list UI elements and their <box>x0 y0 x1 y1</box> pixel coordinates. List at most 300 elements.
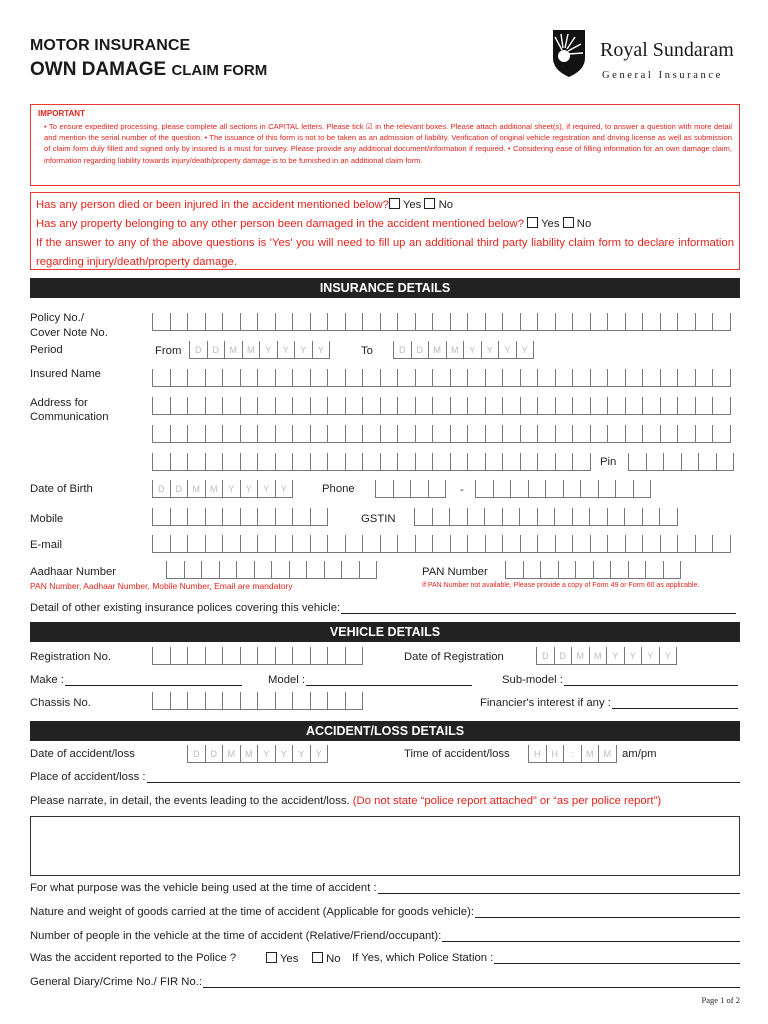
char-box[interactable] <box>241 313 259 330</box>
char-box[interactable] <box>188 535 206 552</box>
property-no-checkbox[interactable] <box>563 217 574 228</box>
char-box[interactable] <box>626 535 644 552</box>
char-box[interactable] <box>634 480 652 497</box>
char-box[interactable] <box>185 561 203 578</box>
char-box[interactable] <box>171 647 189 664</box>
char-box[interactable] <box>206 453 224 470</box>
char-box[interactable] <box>206 313 224 330</box>
char-box[interactable] <box>398 425 416 442</box>
char-box[interactable]: Y <box>295 341 313 358</box>
char-box[interactable] <box>381 313 399 330</box>
pin-field[interactable] <box>628 453 734 471</box>
char-box[interactable] <box>696 369 714 386</box>
char-box[interactable] <box>643 369 661 386</box>
char-box[interactable] <box>451 453 469 470</box>
char-box[interactable]: Y <box>625 647 643 664</box>
char-box[interactable]: Y <box>517 341 535 358</box>
char-box[interactable] <box>556 453 574 470</box>
char-box[interactable] <box>381 425 399 442</box>
char-box[interactable] <box>258 692 276 709</box>
char-box[interactable] <box>678 535 696 552</box>
char-box[interactable] <box>468 453 486 470</box>
char-box[interactable] <box>521 397 539 414</box>
char-box[interactable] <box>188 453 206 470</box>
char-box[interactable] <box>171 369 189 386</box>
char-box[interactable] <box>556 369 574 386</box>
char-box[interactable]: D <box>394 341 412 358</box>
char-box[interactable] <box>661 535 679 552</box>
char-box[interactable] <box>476 480 494 497</box>
char-box[interactable] <box>626 397 644 414</box>
address-line3-field[interactable] <box>152 453 591 471</box>
char-box[interactable] <box>626 425 644 442</box>
accident-date-field[interactable] <box>187 745 328 763</box>
char-box[interactable] <box>311 425 329 442</box>
char-box[interactable] <box>276 425 294 442</box>
char-box[interactable] <box>608 535 626 552</box>
char-box[interactable] <box>363 313 381 330</box>
char-box[interactable] <box>643 425 661 442</box>
char-box[interactable] <box>328 313 346 330</box>
phone-std-field[interactable] <box>375 480 446 498</box>
char-box[interactable] <box>503 313 521 330</box>
char-box[interactable] <box>573 313 591 330</box>
char-box[interactable] <box>311 535 329 552</box>
char-box[interactable] <box>255 561 273 578</box>
char-box[interactable] <box>713 313 731 330</box>
email-field[interactable] <box>152 535 731 553</box>
char-box[interactable] <box>328 397 346 414</box>
property-yes-checkbox[interactable] <box>527 217 538 228</box>
char-box[interactable] <box>429 480 447 497</box>
char-box[interactable] <box>503 453 521 470</box>
char-box[interactable] <box>591 535 609 552</box>
char-box[interactable] <box>661 313 679 330</box>
char-box[interactable] <box>591 397 609 414</box>
char-box[interactable] <box>538 369 556 386</box>
char-box[interactable] <box>451 369 469 386</box>
char-box[interactable] <box>328 535 346 552</box>
goods-carried-field[interactable]: Nature and weight of goods carried at the time of accident (Applicable for goods vehicle): <box>30 906 740 918</box>
char-box[interactable] <box>398 535 416 552</box>
char-box[interactable] <box>258 313 276 330</box>
char-box[interactable] <box>521 369 539 386</box>
char-box[interactable] <box>290 561 308 578</box>
financier-field[interactable]: Financier's interest if any : <box>480 697 738 709</box>
char-box[interactable] <box>661 397 679 414</box>
accident-place-field[interactable]: Place of accident/loss : <box>30 771 740 783</box>
char-box[interactable]: D <box>153 480 171 497</box>
char-box[interactable]: D <box>208 341 226 358</box>
char-box[interactable] <box>646 561 664 578</box>
char-box[interactable] <box>325 561 343 578</box>
char-box[interactable] <box>188 692 206 709</box>
char-box[interactable] <box>241 508 259 525</box>
char-box[interactable] <box>485 508 503 525</box>
police-yes-checkbox[interactable] <box>266 952 277 963</box>
char-box[interactable] <box>171 453 189 470</box>
char-box[interactable] <box>411 480 429 497</box>
char-box[interactable] <box>538 535 556 552</box>
char-box[interactable]: D <box>206 745 224 762</box>
char-box[interactable] <box>153 692 171 709</box>
char-box[interactable] <box>363 425 381 442</box>
char-box[interactable]: Y <box>241 480 259 497</box>
char-box[interactable] <box>223 369 241 386</box>
char-box[interactable]: Y <box>260 341 278 358</box>
char-box[interactable] <box>272 561 290 578</box>
char-box[interactable] <box>311 313 329 330</box>
char-box[interactable] <box>223 692 241 709</box>
char-box[interactable] <box>608 369 626 386</box>
char-box[interactable] <box>276 692 294 709</box>
char-box[interactable] <box>626 313 644 330</box>
char-box[interactable] <box>451 535 469 552</box>
char-box[interactable] <box>599 480 617 497</box>
char-box[interactable] <box>153 535 171 552</box>
char-box[interactable] <box>564 480 582 497</box>
char-box[interactable] <box>202 561 220 578</box>
narration-textarea[interactable] <box>30 816 740 876</box>
char-box[interactable] <box>293 535 311 552</box>
char-box[interactable] <box>433 453 451 470</box>
make-field[interactable]: Make : <box>30 674 242 686</box>
char-box[interactable] <box>171 425 189 442</box>
char-box[interactable] <box>573 453 591 470</box>
char-box[interactable] <box>311 453 329 470</box>
char-box[interactable] <box>276 508 294 525</box>
char-box[interactable] <box>503 369 521 386</box>
dob-field[interactable] <box>152 480 293 498</box>
char-box[interactable]: D <box>555 647 573 664</box>
char-box[interactable]: M <box>206 480 224 497</box>
char-box[interactable] <box>346 647 364 664</box>
char-box[interactable] <box>647 453 665 470</box>
char-box[interactable] <box>220 561 238 578</box>
char-box[interactable] <box>486 397 504 414</box>
char-box[interactable] <box>153 397 171 414</box>
insured-name-field[interactable] <box>152 369 731 387</box>
char-box[interactable] <box>171 313 189 330</box>
char-box[interactable] <box>629 561 647 578</box>
char-box[interactable] <box>556 397 574 414</box>
fir-number-field[interactable]: General Diary/Crime No./ FIR No.: <box>30 976 740 988</box>
char-box[interactable]: Y <box>293 745 311 762</box>
char-box[interactable]: M <box>572 647 590 664</box>
aadhaar-field[interactable] <box>166 561 377 579</box>
char-box[interactable] <box>223 397 241 414</box>
char-box[interactable] <box>346 692 364 709</box>
char-box[interactable] <box>494 480 512 497</box>
char-box[interactable] <box>524 561 542 578</box>
char-box[interactable] <box>521 535 539 552</box>
char-box[interactable] <box>555 508 573 525</box>
char-box[interactable] <box>276 369 294 386</box>
address-line1-field[interactable] <box>152 397 731 415</box>
char-box[interactable] <box>616 480 634 497</box>
char-box[interactable] <box>258 508 276 525</box>
char-box[interactable] <box>713 535 731 552</box>
char-box[interactable] <box>241 692 259 709</box>
char-box[interactable] <box>643 535 661 552</box>
char-box[interactable] <box>416 535 434 552</box>
char-box[interactable] <box>307 561 325 578</box>
char-box[interactable] <box>188 647 206 664</box>
char-box[interactable] <box>573 397 591 414</box>
char-box[interactable] <box>608 397 626 414</box>
injury-yes-checkbox[interactable] <box>389 198 400 209</box>
char-box[interactable] <box>538 425 556 442</box>
char-box[interactable]: M <box>447 341 465 358</box>
char-box[interactable] <box>529 480 547 497</box>
char-box[interactable] <box>276 647 294 664</box>
char-box[interactable] <box>206 692 224 709</box>
char-box[interactable] <box>660 508 678 525</box>
char-box[interactable] <box>258 397 276 414</box>
char-box[interactable]: M <box>590 647 608 664</box>
char-box[interactable]: Y <box>660 647 678 664</box>
policy-no-field[interactable] <box>152 313 731 331</box>
char-box[interactable] <box>328 453 346 470</box>
char-box[interactable] <box>188 425 206 442</box>
char-box[interactable] <box>346 369 364 386</box>
char-box[interactable] <box>678 313 696 330</box>
char-box[interactable] <box>153 453 171 470</box>
char-box[interactable] <box>556 425 574 442</box>
char-box[interactable]: D <box>171 480 189 497</box>
char-box[interactable] <box>594 561 612 578</box>
char-box[interactable] <box>451 425 469 442</box>
char-box[interactable] <box>468 425 486 442</box>
other-insurance-field[interactable]: Detail of other existing insurance polices covering this vehicle: <box>30 602 736 614</box>
char-box[interactable] <box>171 692 189 709</box>
char-box[interactable] <box>661 369 679 386</box>
char-box[interactable] <box>713 397 731 414</box>
char-box[interactable]: H <box>529 745 547 762</box>
char-box[interactable] <box>237 561 255 578</box>
char-box[interactable] <box>223 453 241 470</box>
char-box[interactable] <box>346 535 364 552</box>
char-box[interactable] <box>188 508 206 525</box>
char-box[interactable] <box>293 313 311 330</box>
char-box[interactable]: Y <box>276 745 294 762</box>
char-box[interactable] <box>538 313 556 330</box>
char-box[interactable] <box>363 369 381 386</box>
char-box[interactable]: Y <box>313 341 331 358</box>
char-box[interactable] <box>608 508 626 525</box>
char-box[interactable]: M <box>582 745 600 762</box>
char-box[interactable] <box>276 397 294 414</box>
char-box[interactable]: M <box>188 480 206 497</box>
char-box[interactable] <box>486 535 504 552</box>
char-box[interactable] <box>521 425 539 442</box>
char-box[interactable] <box>416 425 434 442</box>
char-box[interactable] <box>223 508 241 525</box>
char-box[interactable] <box>258 425 276 442</box>
char-box[interactable] <box>206 508 224 525</box>
char-box[interactable] <box>346 425 364 442</box>
char-box[interactable] <box>381 535 399 552</box>
char-box[interactable] <box>581 480 599 497</box>
char-box[interactable] <box>398 369 416 386</box>
police-station-field[interactable]: If Yes, which Police Station : <box>352 952 740 964</box>
char-box[interactable] <box>258 535 276 552</box>
char-box[interactable] <box>206 647 224 664</box>
char-box[interactable] <box>276 313 294 330</box>
char-box[interactable] <box>223 647 241 664</box>
char-box[interactable] <box>153 425 171 442</box>
char-box[interactable] <box>538 508 556 525</box>
char-box[interactable] <box>433 313 451 330</box>
char-box[interactable] <box>293 692 311 709</box>
char-box[interactable] <box>503 425 521 442</box>
char-box[interactable] <box>713 369 731 386</box>
char-box[interactable]: M <box>223 745 241 762</box>
char-box[interactable] <box>486 369 504 386</box>
char-box[interactable] <box>416 313 434 330</box>
char-box[interactable] <box>328 647 346 664</box>
char-box[interactable] <box>468 369 486 386</box>
phone-number-field[interactable] <box>475 480 651 498</box>
char-box[interactable]: Y <box>258 480 276 497</box>
char-box[interactable] <box>573 369 591 386</box>
char-box[interactable] <box>293 369 311 386</box>
char-box[interactable] <box>416 369 434 386</box>
char-box[interactable] <box>611 561 629 578</box>
char-box[interactable] <box>559 561 577 578</box>
char-box[interactable] <box>717 453 735 470</box>
gstin-field[interactable] <box>414 508 678 526</box>
char-box[interactable] <box>293 453 311 470</box>
char-box[interactable] <box>398 397 416 414</box>
char-box[interactable]: Y <box>464 341 482 358</box>
char-box[interactable] <box>433 508 451 525</box>
char-box[interactable] <box>153 508 171 525</box>
char-box[interactable] <box>625 508 643 525</box>
char-box[interactable] <box>664 561 682 578</box>
char-box[interactable] <box>520 508 538 525</box>
char-box[interactable] <box>167 561 185 578</box>
char-box[interactable] <box>556 313 574 330</box>
char-box[interactable]: Y <box>311 745 329 762</box>
char-box[interactable]: D <box>537 647 555 664</box>
char-box[interactable] <box>696 535 714 552</box>
char-box[interactable] <box>241 397 259 414</box>
char-box[interactable] <box>241 369 259 386</box>
char-box[interactable] <box>258 453 276 470</box>
char-box[interactable] <box>573 535 591 552</box>
char-box[interactable]: D <box>190 341 208 358</box>
char-box[interactable] <box>591 425 609 442</box>
char-box[interactable] <box>486 313 504 330</box>
char-box[interactable] <box>293 425 311 442</box>
char-box[interactable] <box>433 369 451 386</box>
char-box[interactable] <box>346 453 364 470</box>
char-box[interactable] <box>416 397 434 414</box>
char-box[interactable] <box>643 397 661 414</box>
char-box[interactable]: Y <box>258 745 276 762</box>
char-box[interactable] <box>556 535 574 552</box>
char-box[interactable] <box>416 453 434 470</box>
char-box[interactable] <box>346 397 364 414</box>
char-box[interactable] <box>360 561 378 578</box>
pan-field[interactable] <box>505 561 681 579</box>
char-box[interactable] <box>188 313 206 330</box>
char-box[interactable] <box>153 313 171 330</box>
char-box[interactable]: : <box>564 745 582 762</box>
char-box[interactable] <box>503 397 521 414</box>
char-box[interactable]: M <box>225 341 243 358</box>
char-box[interactable] <box>311 397 329 414</box>
char-box[interactable] <box>376 480 394 497</box>
char-box[interactable] <box>591 369 609 386</box>
char-box[interactable] <box>626 369 644 386</box>
char-box[interactable]: M <box>599 745 617 762</box>
char-box[interactable] <box>590 508 608 525</box>
char-box[interactable] <box>468 313 486 330</box>
vehicle-purpose-field[interactable]: For what purpose was the vehicle being used at the time of accident : <box>30 882 740 894</box>
char-box[interactable] <box>188 369 206 386</box>
char-box[interactable] <box>696 425 714 442</box>
char-box[interactable] <box>171 397 189 414</box>
char-box[interactable] <box>381 397 399 414</box>
char-box[interactable] <box>573 508 591 525</box>
char-box[interactable] <box>608 313 626 330</box>
char-box[interactable] <box>398 313 416 330</box>
char-box[interactable] <box>506 561 524 578</box>
char-box[interactable] <box>468 508 486 525</box>
char-box[interactable] <box>153 369 171 386</box>
char-box[interactable]: Y <box>642 647 660 664</box>
char-box[interactable] <box>451 313 469 330</box>
char-box[interactable] <box>450 508 468 525</box>
char-box[interactable] <box>433 425 451 442</box>
char-box[interactable] <box>276 453 294 470</box>
char-box[interactable] <box>699 453 717 470</box>
char-box[interactable] <box>276 535 294 552</box>
model-field[interactable]: Model : <box>268 674 472 686</box>
char-box[interactable] <box>696 313 714 330</box>
char-box[interactable] <box>713 425 731 442</box>
char-box[interactable] <box>223 313 241 330</box>
char-box[interactable] <box>661 425 679 442</box>
char-box[interactable] <box>468 397 486 414</box>
char-box[interactable] <box>311 692 329 709</box>
injury-no-checkbox[interactable] <box>424 198 435 209</box>
reg-no-field[interactable] <box>152 647 363 665</box>
char-box[interactable] <box>415 508 433 525</box>
char-box[interactable]: Y <box>499 341 517 358</box>
char-box[interactable] <box>678 369 696 386</box>
char-box[interactable] <box>206 535 224 552</box>
char-box[interactable] <box>538 453 556 470</box>
char-box[interactable] <box>678 397 696 414</box>
reg-date-field[interactable] <box>536 647 677 665</box>
char-box[interactable] <box>573 425 591 442</box>
char-box[interactable] <box>328 425 346 442</box>
char-box[interactable] <box>223 535 241 552</box>
char-box[interactable]: Y <box>223 480 241 497</box>
police-no-checkbox[interactable] <box>312 952 323 963</box>
char-box[interactable] <box>503 508 521 525</box>
char-box[interactable] <box>503 535 521 552</box>
char-box[interactable]: Y <box>276 480 294 497</box>
char-box[interactable] <box>293 397 311 414</box>
char-box[interactable] <box>394 480 412 497</box>
char-box[interactable] <box>591 313 609 330</box>
char-box[interactable] <box>696 397 714 414</box>
char-box[interactable] <box>451 397 469 414</box>
